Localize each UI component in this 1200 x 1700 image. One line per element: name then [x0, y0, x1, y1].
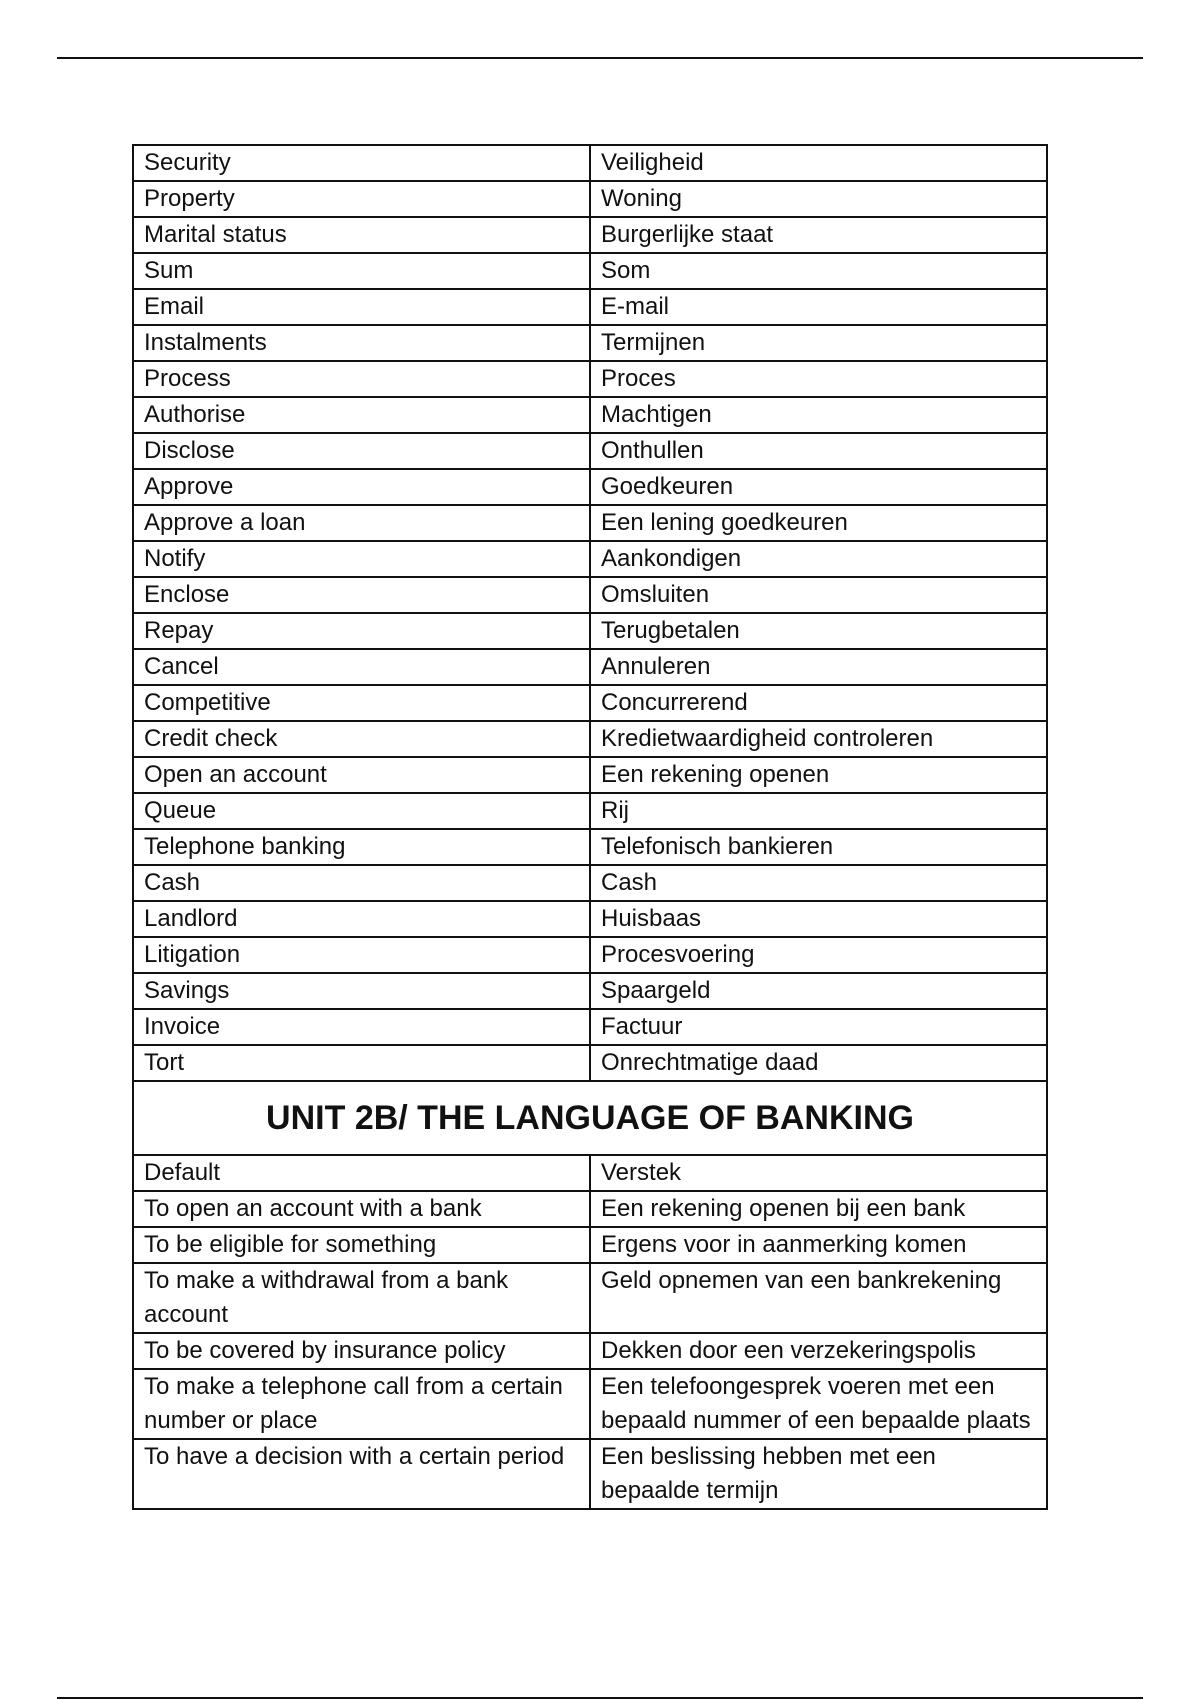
- english-term: To be covered by insurance policy: [133, 1333, 590, 1369]
- table-row: [133, 1439, 1047, 1509]
- table-row: [133, 505, 1047, 541]
- english-term: To open an account with a bank: [133, 1191, 590, 1227]
- english-term: Property: [133, 181, 590, 217]
- english-term: Disclose: [133, 433, 590, 469]
- english-term: Cancel: [133, 649, 590, 685]
- english-term: Process: [133, 361, 590, 397]
- dutch-translation: Proces: [590, 361, 1047, 397]
- english-term: Authorise: [133, 397, 590, 433]
- dutch-translation: Een lening goedkeuren: [590, 505, 1047, 541]
- dutch-translation: Burgerlijke staat: [590, 217, 1047, 253]
- dutch-translation: Woning: [590, 181, 1047, 217]
- dutch-translation: E-mail: [590, 289, 1047, 325]
- english-term: Approve a loan: [133, 505, 590, 541]
- table-row: [133, 1263, 1047, 1333]
- dutch-translation: Huisbaas: [590, 901, 1047, 937]
- dutch-translation: Ergens voor in aanmerking komen: [590, 1227, 1047, 1263]
- table-row: [133, 541, 1047, 577]
- english-term: Tort: [133, 1045, 590, 1081]
- dutch-translation: Onthullen: [590, 433, 1047, 469]
- top-rule: [57, 57, 1143, 59]
- dutch-translation: Cash: [590, 865, 1047, 901]
- table-row: [133, 793, 1047, 829]
- table-row: [133, 829, 1047, 865]
- table-row: [133, 685, 1047, 721]
- english-term: Queue: [133, 793, 590, 829]
- english-term: Landlord: [133, 901, 590, 937]
- dutch-translation: Telefonisch bankieren: [590, 829, 1047, 865]
- dutch-translation: Omsluiten: [590, 577, 1047, 613]
- english-term: Email: [133, 289, 590, 325]
- dutch-translation: Geld opnemen van een bankrekening: [590, 1263, 1047, 1333]
- vocabulary-part-2: [133, 1155, 1047, 1509]
- vocabulary-part-1: [133, 145, 1047, 1081]
- english-term: To make a withdrawal from a bank account: [133, 1263, 590, 1333]
- english-term: Invoice: [133, 1009, 590, 1045]
- english-term: Open an account: [133, 757, 590, 793]
- table-row: [133, 649, 1047, 685]
- bottom-rule: [57, 1697, 1143, 1699]
- table-row: [133, 973, 1047, 1009]
- dutch-translation: Een beslissing hebben met een bepaalde termijn: [590, 1439, 1047, 1509]
- table-row: [133, 937, 1047, 973]
- english-term: To be eligible for something: [133, 1227, 590, 1263]
- english-term: Approve: [133, 469, 590, 505]
- dutch-translation: Rij: [590, 793, 1047, 829]
- table-row: [133, 865, 1047, 901]
- dutch-translation: Factuur: [590, 1009, 1047, 1045]
- english-term: Enclose: [133, 577, 590, 613]
- table-row: [133, 145, 1047, 181]
- dutch-translation: Een rekening openen bij een bank: [590, 1191, 1047, 1227]
- table-row: [133, 361, 1047, 397]
- dutch-translation: Terugbetalen: [590, 613, 1047, 649]
- table-row: [133, 1191, 1047, 1227]
- table-row: [133, 433, 1047, 469]
- english-term: Sum: [133, 253, 590, 289]
- english-term: Repay: [133, 613, 590, 649]
- dutch-translation: Een telefoongesprek voeren met een bepaald nummer of een bepaalde plaats: [590, 1369, 1047, 1439]
- english-term: To have a decision with a certain period: [133, 1439, 590, 1509]
- dutch-translation: Een rekening openen: [590, 757, 1047, 793]
- english-term: Savings: [133, 973, 590, 1009]
- table-row: [133, 1227, 1047, 1263]
- english-term: Instalments: [133, 325, 590, 361]
- dutch-translation: Annuleren: [590, 649, 1047, 685]
- table-row: [133, 613, 1047, 649]
- table-row: [133, 1155, 1047, 1191]
- dutch-translation: Goedkeuren: [590, 469, 1047, 505]
- section-heading: UNIT 2B/ THE LANGUAGE OF BANKING: [133, 1081, 1047, 1155]
- table-row: [133, 217, 1047, 253]
- english-term: Telephone banking: [133, 829, 590, 865]
- dutch-translation: Procesvoering: [590, 937, 1047, 973]
- table-row: [133, 1333, 1047, 1369]
- table-row: [133, 289, 1047, 325]
- dutch-translation: Machtigen: [590, 397, 1047, 433]
- table-row: [133, 1045, 1047, 1081]
- english-term: Cash: [133, 865, 590, 901]
- table-row: [133, 1369, 1047, 1439]
- dutch-translation: Veiligheid: [590, 145, 1047, 181]
- english-term: Security: [133, 145, 590, 181]
- table-row: [133, 397, 1047, 433]
- table-row: [133, 181, 1047, 217]
- dutch-translation: Dekken door een verzekeringspolis: [590, 1333, 1047, 1369]
- dutch-translation: Spaargeld: [590, 973, 1047, 1009]
- table-row: [133, 757, 1047, 793]
- table-row: [133, 325, 1047, 361]
- english-term: To make a telephone call from a certain number or place: [133, 1369, 590, 1439]
- table-row: [133, 721, 1047, 757]
- english-term: Default: [133, 1155, 590, 1191]
- table-row: [133, 253, 1047, 289]
- dutch-translation: Kredietwaardigheid controleren: [590, 721, 1047, 757]
- english-term: Marital status: [133, 217, 590, 253]
- table-row: [133, 901, 1047, 937]
- english-term: Notify: [133, 541, 590, 577]
- dutch-translation: Verstek: [590, 1155, 1047, 1191]
- dutch-translation: Termijnen: [590, 325, 1047, 361]
- english-term: Litigation: [133, 937, 590, 973]
- english-term: Credit check: [133, 721, 590, 757]
- dutch-translation: Onrechtmatige daad: [590, 1045, 1047, 1081]
- english-term: Competitive: [133, 685, 590, 721]
- vocabulary-table: [132, 144, 1048, 1510]
- dutch-translation: Concurrerend: [590, 685, 1047, 721]
- dutch-translation: Aankondigen: [590, 541, 1047, 577]
- table-row: [133, 469, 1047, 505]
- dutch-translation: Som: [590, 253, 1047, 289]
- section-heading-row: [133, 1081, 1047, 1155]
- table-row: [133, 1009, 1047, 1045]
- table-row: [133, 577, 1047, 613]
